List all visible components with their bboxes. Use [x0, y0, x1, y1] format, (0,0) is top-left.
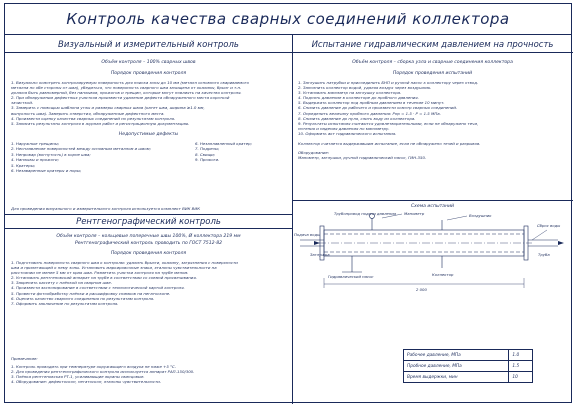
spec-value: 1.0: [509, 350, 533, 361]
hydro-equipment-box: [298, 150, 568, 160]
label-plug: Заглушка: [310, 252, 330, 257]
text-line: 5. Провести фотообработку плёнки и расшифровку снимков на негатоскопе.: [11, 290, 171, 296]
radio-notes-heading: Примечание:: [11, 356, 38, 361]
text-line: 7. Подрезы;: [195, 146, 220, 152]
text-line: 6. Незаваренные кратеры и поры;: [11, 168, 82, 174]
defects-list-right: [195, 141, 290, 163]
label-vent: Воздушник: [469, 213, 492, 218]
text-line: 1. Заглушить патрубки и присоединить БНП и ручной насос к коллектору через отвод.: [298, 80, 479, 85]
spec-table: [403, 349, 533, 383]
text-line: 1. Подготовить поверхность сварного шва к контролю: удалить брызги, окалину, загрязнения с поверхности: [11, 260, 238, 265]
label-flow-in: Подача воды: [294, 232, 321, 237]
text-line: 2. Несплавление поверхностей между основным металлом и швом;: [11, 146, 151, 152]
text-line: шва и прилегающей к нему зоны. Установить маркировочные знаки, эталоны чувствительности на: [11, 265, 217, 271]
hydro-equipment: Манометр, заглушки, ручной гидравлический насос, ГИН-350.: [298, 155, 427, 161]
hydro-method-heading: Порядок проведения испытаний: [392, 71, 473, 76]
spec-value: 10: [509, 372, 533, 383]
visual-method-heading: Порядок проведения контроля: [110, 71, 187, 76]
right-section-divider: [292, 200, 573, 201]
text-line: 3. Плёнка рентгеновская РТ-1, усиливающие экраны свинцовые.: [11, 374, 145, 380]
text-line: 6. Снизить давление до рабочего и произвести осмотр сварных соединений.: [298, 105, 458, 111]
title-bar: [5, 4, 571, 35]
left-section-divider-top: [5, 214, 292, 215]
flow-out-arrow: [558, 241, 564, 245]
text-line: выпуклость шва). Замерить отверстия, обнаруженные дефектного места.: [11, 110, 165, 116]
label-gauge: Трубопровод подачи давления: [334, 212, 397, 216]
radio-heading: Рентгенографический контроль: [76, 217, 221, 227]
text-line: 7. Оформить заключение по результатам контроля.: [11, 300, 119, 306]
spec-param: Рабочее давление, МПа: [404, 350, 509, 361]
visual-heading: Визуальный и измерительный контроль: [58, 40, 239, 50]
visual-scope: Объём контроля – 100% сварных швов: [101, 60, 196, 65]
test-scheme-diagram: [292, 212, 573, 322]
text-line: расстоянии не менее 5 мм от края шва. Разметить участки контроля на трубе мелом.: [11, 270, 189, 276]
label-manometer: Манометр: [404, 212, 425, 216]
text-line: 10. Оформить акт гидравлического испытания.: [298, 130, 397, 136]
radio-scope-1: Объём контроля – кольцевые поперечные швы 100%, Ø коллектора 219 мм: [56, 234, 241, 239]
text-line: 9. Результаты испытания считаются удовлетворительными, если не обнаружено течи,: [298, 120, 479, 126]
text-line: 1. Контроль проводить при температуре окружающего воздуха не ниже +5 °C.: [11, 364, 176, 369]
scheme-heading: Схема испытаний: [410, 204, 455, 209]
radio-notes-heading-box: [11, 356, 287, 361]
text-line: 5. Выдержать коллектор под пробным давлением в течение 10 минут.: [298, 100, 445, 106]
sheet-title: Контроль качества сварных соединений коллектора: [66, 10, 510, 28]
visual-footnote: [11, 206, 287, 211]
radio-scope-2: Рентгенографический контроль проводить по ГОСТ 7512-82: [74, 241, 223, 246]
radio-steps: [11, 260, 287, 306]
spec-row: [404, 361, 533, 372]
text-line: 4. Оборудование: дефектоскоп, негатоскоп, эталоны чувствительности.: [11, 379, 162, 385]
text-line: 8. Снизить давление до нуля, слить воду из коллектора.: [298, 115, 416, 121]
header-divider: [5, 52, 573, 53]
text-line: 4. Произвести экспонирование в соответствии с технологической картой контроля.: [11, 285, 185, 291]
text-line: 2. При обнаружении дефектных участков произвести удаление дефекта обнаруженного места короткой: [11, 95, 230, 101]
text-line: 6. Оценить качество сварного соединения по результатам контроля.: [11, 295, 155, 301]
spec-param: Время выдержки, мин: [404, 372, 509, 383]
text-line: 3. Закрепить кассету с плёнкой на сварном шве.: [11, 280, 112, 286]
radio-notes: [11, 364, 287, 384]
visual-defects-heading: Недопустимые дефекты: [118, 132, 179, 137]
hydro-scope: Объём контроля – сборка узла и сварные соединения коллектора: [352, 60, 513, 65]
text-line: 4. Произвести оценку качества сварных соединений по результатам контроля.: [11, 115, 176, 121]
text-line: 1. Визуально осмотреть контролируемую поверхность для поиска зоны до 10 мм (металл основного свариваемого: [11, 80, 250, 85]
text-line: 5. Записать результаты контроля в журнал работ и регистрационную документацию.: [11, 120, 190, 126]
spec-param: Пробное давление, МПа: [404, 361, 509, 372]
hydro-steps: [298, 80, 568, 136]
visual-steps: [11, 80, 287, 126]
text-line: 3. Непровар (вогнутость) в корне шва;: [11, 151, 91, 157]
hydro-equipment-heading: Оборудование:: [298, 150, 330, 155]
text-line: 3. Установить манометр на заглушку коллектора.: [298, 90, 402, 96]
text-line: 4. Наплывы и прожоги;: [11, 157, 59, 163]
text-line: 2. Установить рентгеновский аппарат на трубе в соответствии со схемой просвечивания.: [11, 275, 197, 281]
text-line: 3. Замерить с помощью шаблона углы и размеры сварных швов (катет шва, ширина ≥1.0 мм,: [11, 105, 205, 111]
text-line: 6. Незаплавленный кратер;: [195, 141, 252, 146]
text-line: 7. Определить величину пробного давления: Рпр = 1.5 · Р = 1.5 МПа.: [298, 110, 441, 116]
text-line: 4. Поднять давление в коллекторе до пробного давления.: [298, 95, 419, 101]
spec-row: [404, 350, 533, 361]
text-line: 8. Свищи;: [195, 151, 215, 157]
spec-row: [404, 372, 533, 383]
defects-list-left: [11, 141, 161, 173]
hydro-conclusion-box: [298, 141, 568, 146]
drawing-sheet: [4, 3, 572, 403]
label-collector: Коллектор: [432, 272, 454, 277]
hydro-heading: Испытание гидравлическим давлением на прочность: [311, 40, 554, 50]
text-line: 1. Наружные трещины;: [11, 141, 60, 146]
label-pipe: Труба: [538, 252, 550, 257]
flow-in-arrow: [314, 241, 320, 245]
hydro-conclusion: Коллектор считается выдержавшим испытание, если не обнаружено течей и разрывов.: [298, 141, 481, 146]
spec-value: 1.5: [509, 361, 533, 372]
text-line: зачисткой.: [11, 100, 34, 106]
text-line: 9. Прожоги.: [195, 157, 220, 163]
text-line: 2. Заполнить коллектор водой, удаляя воздух через воздушник.: [298, 85, 432, 91]
text-line: металла по обе стороны от шва), убедиться, что поверхность сварного шва зачищена от окалины, брызг и т.п.: [11, 85, 242, 91]
left-section-divider-bottom: [5, 228, 292, 229]
text-line: потения и падения давления по манометру.: [298, 125, 390, 131]
label-dimension: 2 000: [416, 287, 427, 292]
radio-method-heading: Порядок проведения контроля: [110, 251, 187, 256]
visual-footnote-text: Для проведения визуального и измерительного контроля используется комплект ВИК ВИК: [11, 206, 201, 211]
label-pump: Гидравлический насос: [328, 274, 374, 279]
label-flow-out: Сброс воды: [537, 223, 561, 228]
text-line: должна быть равномерной, без наплывов, прожогов и трещин, которые могут повлиять на качество контроля.: [11, 90, 242, 96]
text-line: 5. Кратеры;: [11, 162, 36, 168]
text-line: 2. Для проведения рентгенографического контроля используется аппарат РАП-150/300.: [11, 369, 195, 375]
